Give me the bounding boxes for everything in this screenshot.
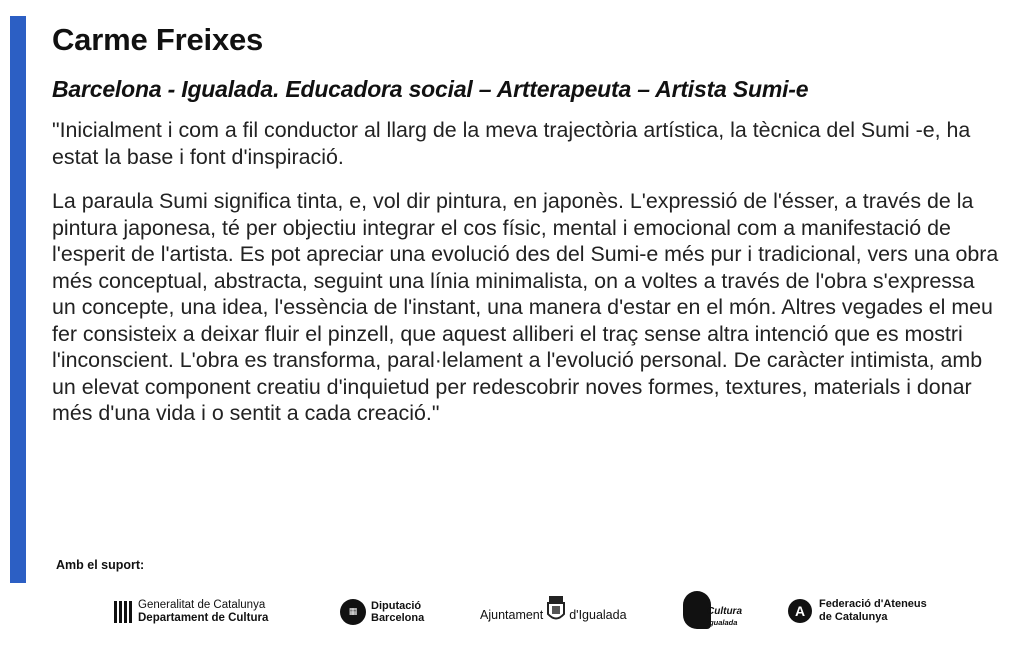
diputacio-logo[interactable]: [340, 599, 424, 625]
accent-bar: [10, 16, 26, 583]
federacio-name: Federació d'Ateneus: [819, 598, 927, 610]
body-paragraph: La paraula Sumi significa tinta, e, vol dir pintura, en japonès. L'expressió de l'ésser, a través de la pintura japonesa, té per objectiu integrar el cos físic, mental i emocional com a manifestació de l'esperit de l'artista. Es pot apreciar una evolució des del Sumi-e més pur i tradicional, vers una obra més conceptual, abstracta, seguint una línia minimalista, on a voltes a través de l'obra s'expressa un concepte, una idea, l'essència de l'instant, una manera d'estar en el món. Altres vegades el meu fer consisteix a deixar fluir el pinzell, que aquest alliberi el traç sense altra intenció que es mostri l'inconscient. L'obra es transforma, paral·lelament a l'evolució personal. De caràcter intimista, amb un elevat component creatiu d'inquietud per redescobrir noves formes, textures, materials i donar més d'una vida i o sentit a cada creació.": [52, 189, 999, 425]
ajuntament-label: Ajuntament: [480, 608, 544, 622]
generalitat-stripes-icon: [114, 601, 132, 623]
main-content: [52, 20, 1002, 427]
cultura-igualada-logo[interactable]: [683, 591, 742, 629]
ajuntament-city: d'Igualada: [569, 608, 627, 622]
ajuntament-logo[interactable]: [480, 594, 627, 624]
diputacio-emblem-icon: ▦: [340, 599, 366, 625]
federacio-a-icon: A: [788, 599, 812, 623]
cultura-city: Igualada: [707, 618, 738, 627]
federacio-region: de Catalunya: [819, 611, 888, 623]
diputacio-name: Diputació: [371, 600, 422, 612]
intro-paragraph: "Inicialment i com a fil conductor al llarg de la meva trajectòria artística, la tècnica del Sumi -e, ha estat la base i font d'inspiració.: [52, 118, 971, 169]
generalitat-department: Departament de Cultura: [138, 612, 269, 624]
page-subtitle: Barcelona - Igualada. Educadora social – Artterapeuta – Artista Sumi-e: [52, 76, 809, 102]
diputacio-city: Barcelona: [371, 612, 425, 624]
page-title: Carme Freixes: [52, 22, 264, 57]
cultura-name: Cultura: [707, 606, 742, 617]
federacio-ateneus-logo[interactable]: [788, 598, 927, 624]
igualada-crest-icon: [545, 594, 567, 624]
generalitat-logo[interactable]: [114, 599, 268, 625]
generalitat-name: Generalitat de Catalunya: [138, 599, 266, 611]
support-label: Amb el suport:: [56, 558, 145, 572]
